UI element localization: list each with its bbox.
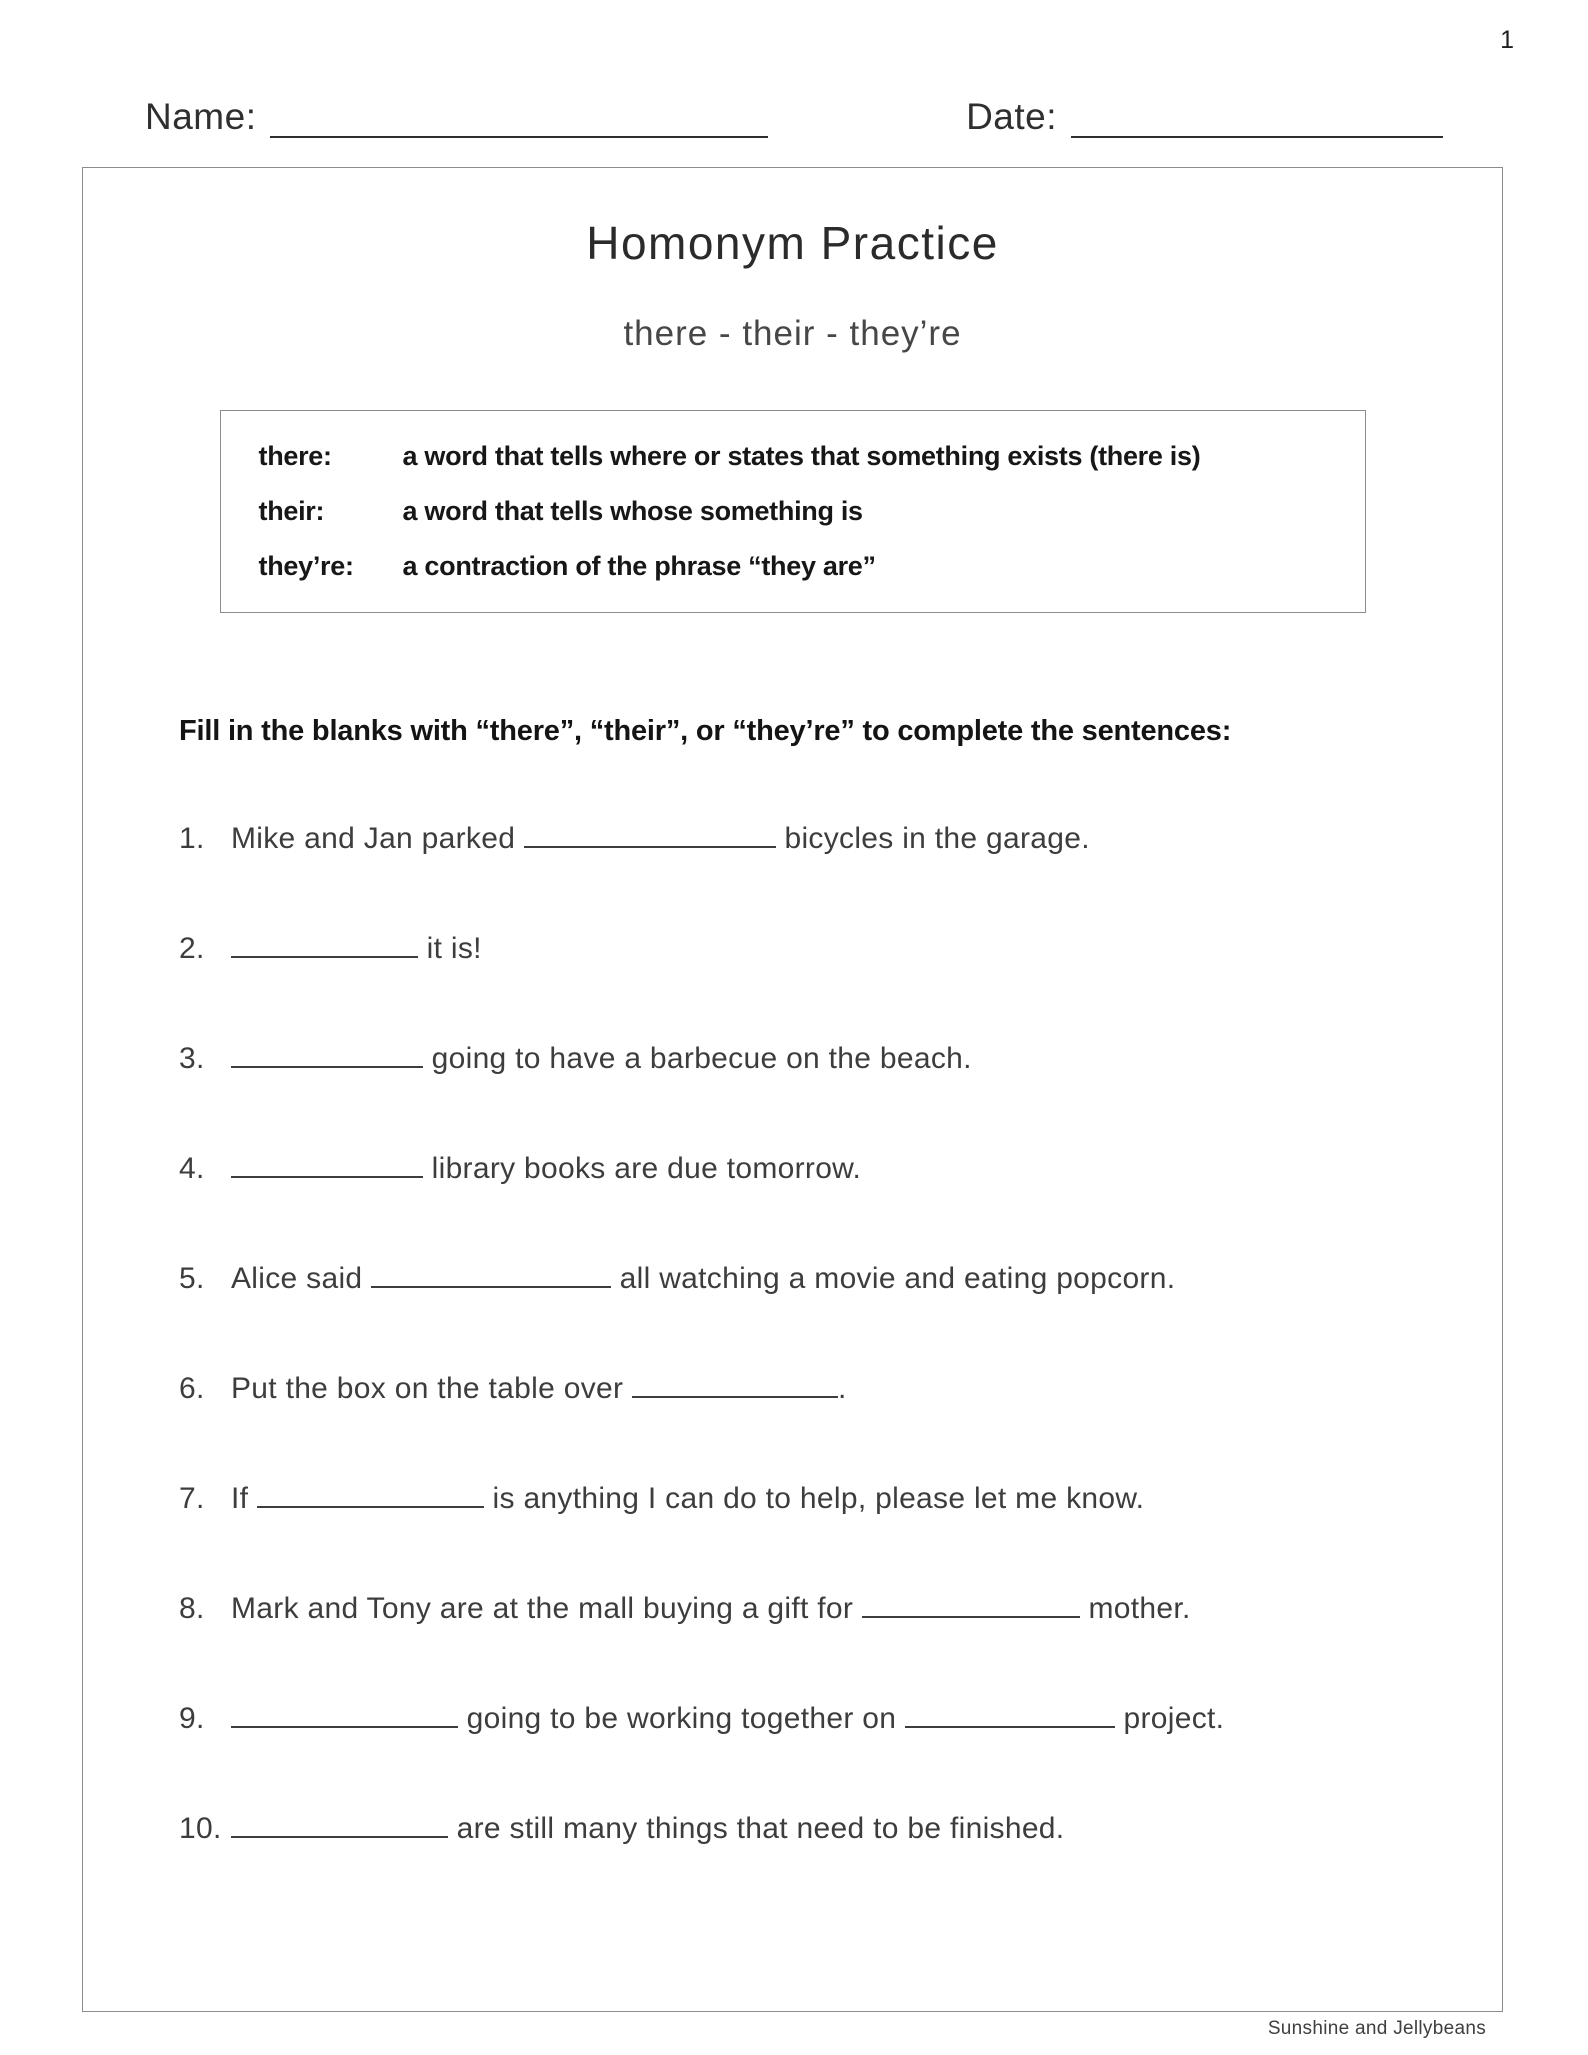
sentence-fragment: Alice said bbox=[231, 1262, 372, 1295]
sentence-row bbox=[179, 1152, 1462, 1186]
name-label: Name: bbox=[145, 96, 257, 137]
fill-in-blank bbox=[231, 1050, 423, 1069]
sentence-row bbox=[179, 1372, 1462, 1406]
sentence-row bbox=[179, 1702, 1462, 1736]
sentence-number: 8. bbox=[179, 1592, 205, 1625]
sentence-fragment: . bbox=[837, 1372, 847, 1405]
page-number: 1 bbox=[1500, 26, 1514, 54]
name-date-header bbox=[145, 96, 1443, 138]
fill-in-blank bbox=[231, 1710, 458, 1729]
definition-row-their bbox=[259, 496, 1327, 527]
sentence-row bbox=[179, 1812, 1462, 1846]
subtitle: there - their - they’re bbox=[623, 314, 962, 353]
sentence-number: 3. bbox=[179, 1042, 205, 1075]
date-label: Date: bbox=[966, 96, 1057, 137]
date-blank-line bbox=[1071, 97, 1443, 138]
sentence-number: 2. bbox=[179, 932, 205, 965]
definition-term: there: bbox=[258, 441, 332, 471]
sentence-text bbox=[231, 1042, 972, 1076]
sentence-fragment: bicycles in the garage. bbox=[775, 822, 1090, 855]
sentence-row bbox=[179, 1592, 1462, 1626]
sentence-fragment: project. bbox=[1114, 1702, 1225, 1735]
sentence-number: 7. bbox=[179, 1482, 205, 1515]
sentence-text bbox=[231, 1152, 861, 1186]
sentence-text bbox=[231, 1372, 847, 1406]
sentence-fragment: If bbox=[231, 1482, 257, 1515]
sentence-number: 5. bbox=[179, 1262, 205, 1295]
sentence-number: 10. bbox=[179, 1812, 222, 1845]
definition-text: a word that tells where or states that something exists (there is) bbox=[402, 441, 1201, 471]
sentence-fragment: going to be working together on bbox=[458, 1702, 905, 1735]
sentence-text bbox=[231, 1592, 1191, 1626]
sentence-row bbox=[179, 822, 1462, 856]
sentence-fragment: going to have a barbecue on the beach. bbox=[423, 1042, 972, 1075]
sentence-number: 9. bbox=[179, 1702, 205, 1735]
definition-row-there bbox=[259, 441, 1327, 472]
sentence-number: 6. bbox=[179, 1372, 205, 1405]
sentence-fragment: mother. bbox=[1079, 1592, 1191, 1625]
sentence-row bbox=[179, 1042, 1462, 1076]
fill-in-blank bbox=[231, 1820, 448, 1839]
sentence-row bbox=[179, 1482, 1462, 1516]
sentence-text bbox=[231, 1482, 1144, 1516]
sentence-text bbox=[231, 1702, 1224, 1736]
fill-in-blank bbox=[524, 830, 776, 849]
fill-in-blank bbox=[632, 1380, 838, 1399]
definitions-box bbox=[220, 410, 1366, 613]
sentence-fragment: all watching a movie and eating popcorn. bbox=[611, 1262, 1176, 1295]
definition-term: they’re: bbox=[258, 551, 354, 581]
sentence-fragment: Put the box on the table over bbox=[231, 1372, 632, 1405]
sentence-text bbox=[231, 822, 1090, 856]
sentence-number: 4. bbox=[179, 1152, 205, 1185]
fill-in-blank bbox=[371, 1270, 611, 1289]
sentence-fragment: it is! bbox=[418, 932, 482, 965]
instructions: Fill in the blanks with “there”, “their”, or “they’re” to complete the sentences: bbox=[179, 715, 1232, 747]
definition-row-theyre bbox=[259, 551, 1327, 582]
sentence-fragment: library books are due tomorrow. bbox=[423, 1152, 862, 1185]
worksheet-box bbox=[82, 167, 1503, 2012]
sentence-text bbox=[231, 932, 482, 966]
fill-in-blank bbox=[231, 940, 418, 959]
credit: Sunshine and Jellybeans bbox=[1267, 2018, 1486, 2039]
sentence-row bbox=[179, 932, 1462, 966]
definition-term: their: bbox=[258, 496, 325, 526]
sentence-number: 1. bbox=[179, 822, 205, 855]
fill-in-blank bbox=[862, 1600, 1080, 1619]
sentence-fragment: is anything I can do to help, please let me know. bbox=[483, 1482, 1145, 1515]
definition-text: a contraction of the phrase “they are” bbox=[402, 551, 876, 581]
sentence-text bbox=[231, 1262, 1175, 1296]
sentence-row bbox=[179, 1262, 1462, 1296]
sentence-list bbox=[179, 822, 1462, 1846]
fill-in-blank bbox=[257, 1490, 484, 1509]
sentence-fragment: Mark and Tony are at the mall buying a gift for bbox=[231, 1592, 862, 1625]
sentence-fragment: are still many things that need to be finished. bbox=[448, 1812, 1065, 1845]
page-title: Homonym Practice bbox=[586, 217, 999, 269]
sentence-fragment: Mike and Jan parked bbox=[231, 822, 524, 855]
fill-in-blank bbox=[905, 1710, 1115, 1729]
name-blank-line bbox=[270, 97, 768, 138]
definition-text: a word that tells whose something is bbox=[402, 496, 863, 526]
fill-in-blank bbox=[231, 1160, 423, 1179]
sentence-text bbox=[231, 1812, 1064, 1846]
